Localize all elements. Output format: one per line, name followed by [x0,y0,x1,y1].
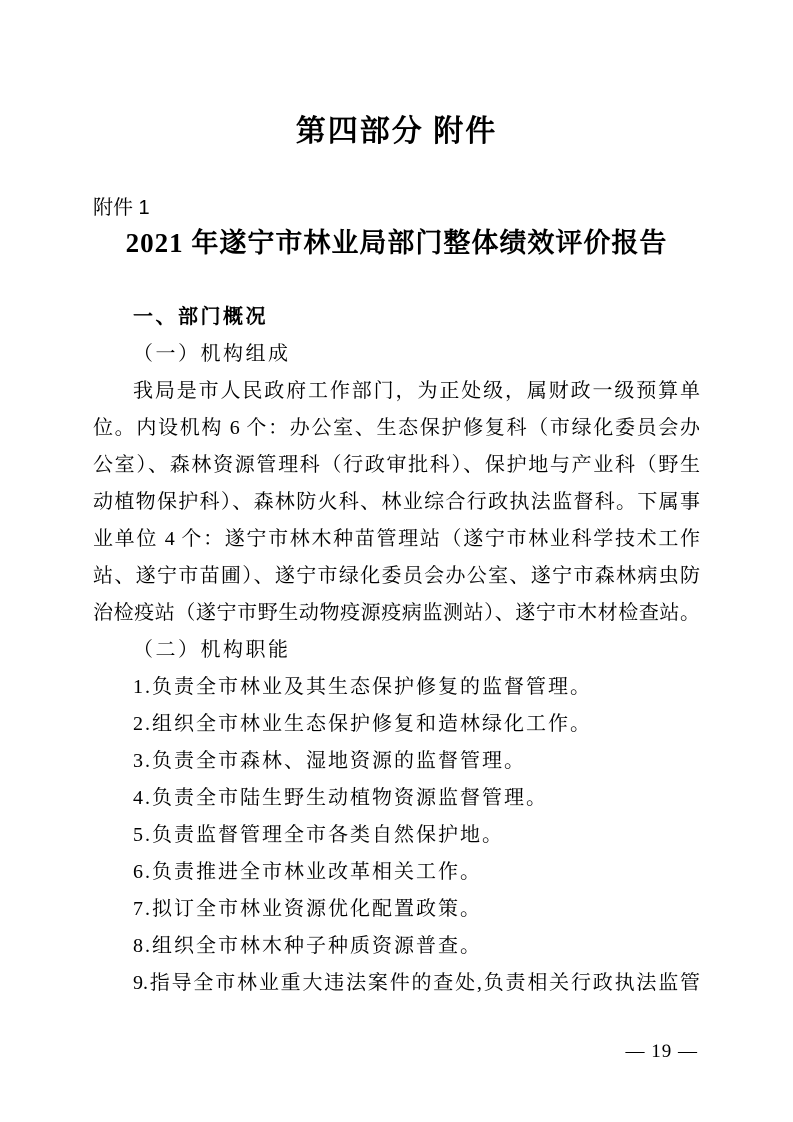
paragraph-line: 公室）、森林资源管理科（行政审批科）、保护地与产业科（野生 [93,454,700,476]
duty-item: 6.负责推进全市林业改革相关工作。 [133,861,482,883]
duty-item: 9.指导全市林业重大违法案件的查处,负责相关行政执法监管 [133,972,700,994]
duty-item: 7.拟订全市林业资源优化配置政策。 [133,898,482,920]
document-body [93,299,700,1002]
subsection-heading-functions: （二）机构职能 [133,639,291,661]
duty-item: 4.负责全市陆生野生动植物资源监督管理。 [133,787,548,809]
duty-item: 3.负责全市森林、湿地资源的监督管理。 [133,750,526,772]
duty-item: 2.组织全市林业生态保护修复和造林绿化工作。 [133,713,592,735]
section-heading-overview: 一、部门概况 [133,306,268,328]
page-number: — 19 — [625,1041,698,1062]
attachment-label: 附件 1 [93,197,150,219]
paragraph-line: 位。内设机构 6 个：办公室、生态保护修复科（市绿化委员会办 [93,417,700,439]
duty-item: 5.负责监督管理全市各类自然保护地。 [133,824,504,846]
subsection-heading-composition: （一）机构组成 [133,343,291,365]
paragraph-line: 动植物保护科）、森林防火科、林业综合行政执法监督科。下属事 [93,491,700,513]
paragraph-line: 我局是市人民政府工作部门，为正处级，属财政一级预算单 [133,380,700,402]
paragraph-org-composition [93,373,700,632]
report-title: 2021 年遂宁市林业局部门整体绩效评价报告 [125,228,668,258]
paragraph-line: 治检疫站（遂宁市野生动物疫源疫病监测站）、遂宁市木材检查站。 [93,602,700,624]
duty-item: 8.组织全市林木种子种质资源普查。 [133,935,482,957]
part-heading: 第四部分 附件 [295,115,498,148]
paragraph-line: 业单位 4 个：遂宁市林木种苗管理站（遂宁市林业科学技术工作 [93,528,700,550]
duty-list [93,669,700,1002]
paragraph-line: 站、遂宁市苗圃）、遂宁市绿化委员会办公室、遂宁市森林病虫防 [93,565,700,587]
duty-item: 1.负责全市林业及其生态保护修复的监督管理。 [133,676,592,698]
